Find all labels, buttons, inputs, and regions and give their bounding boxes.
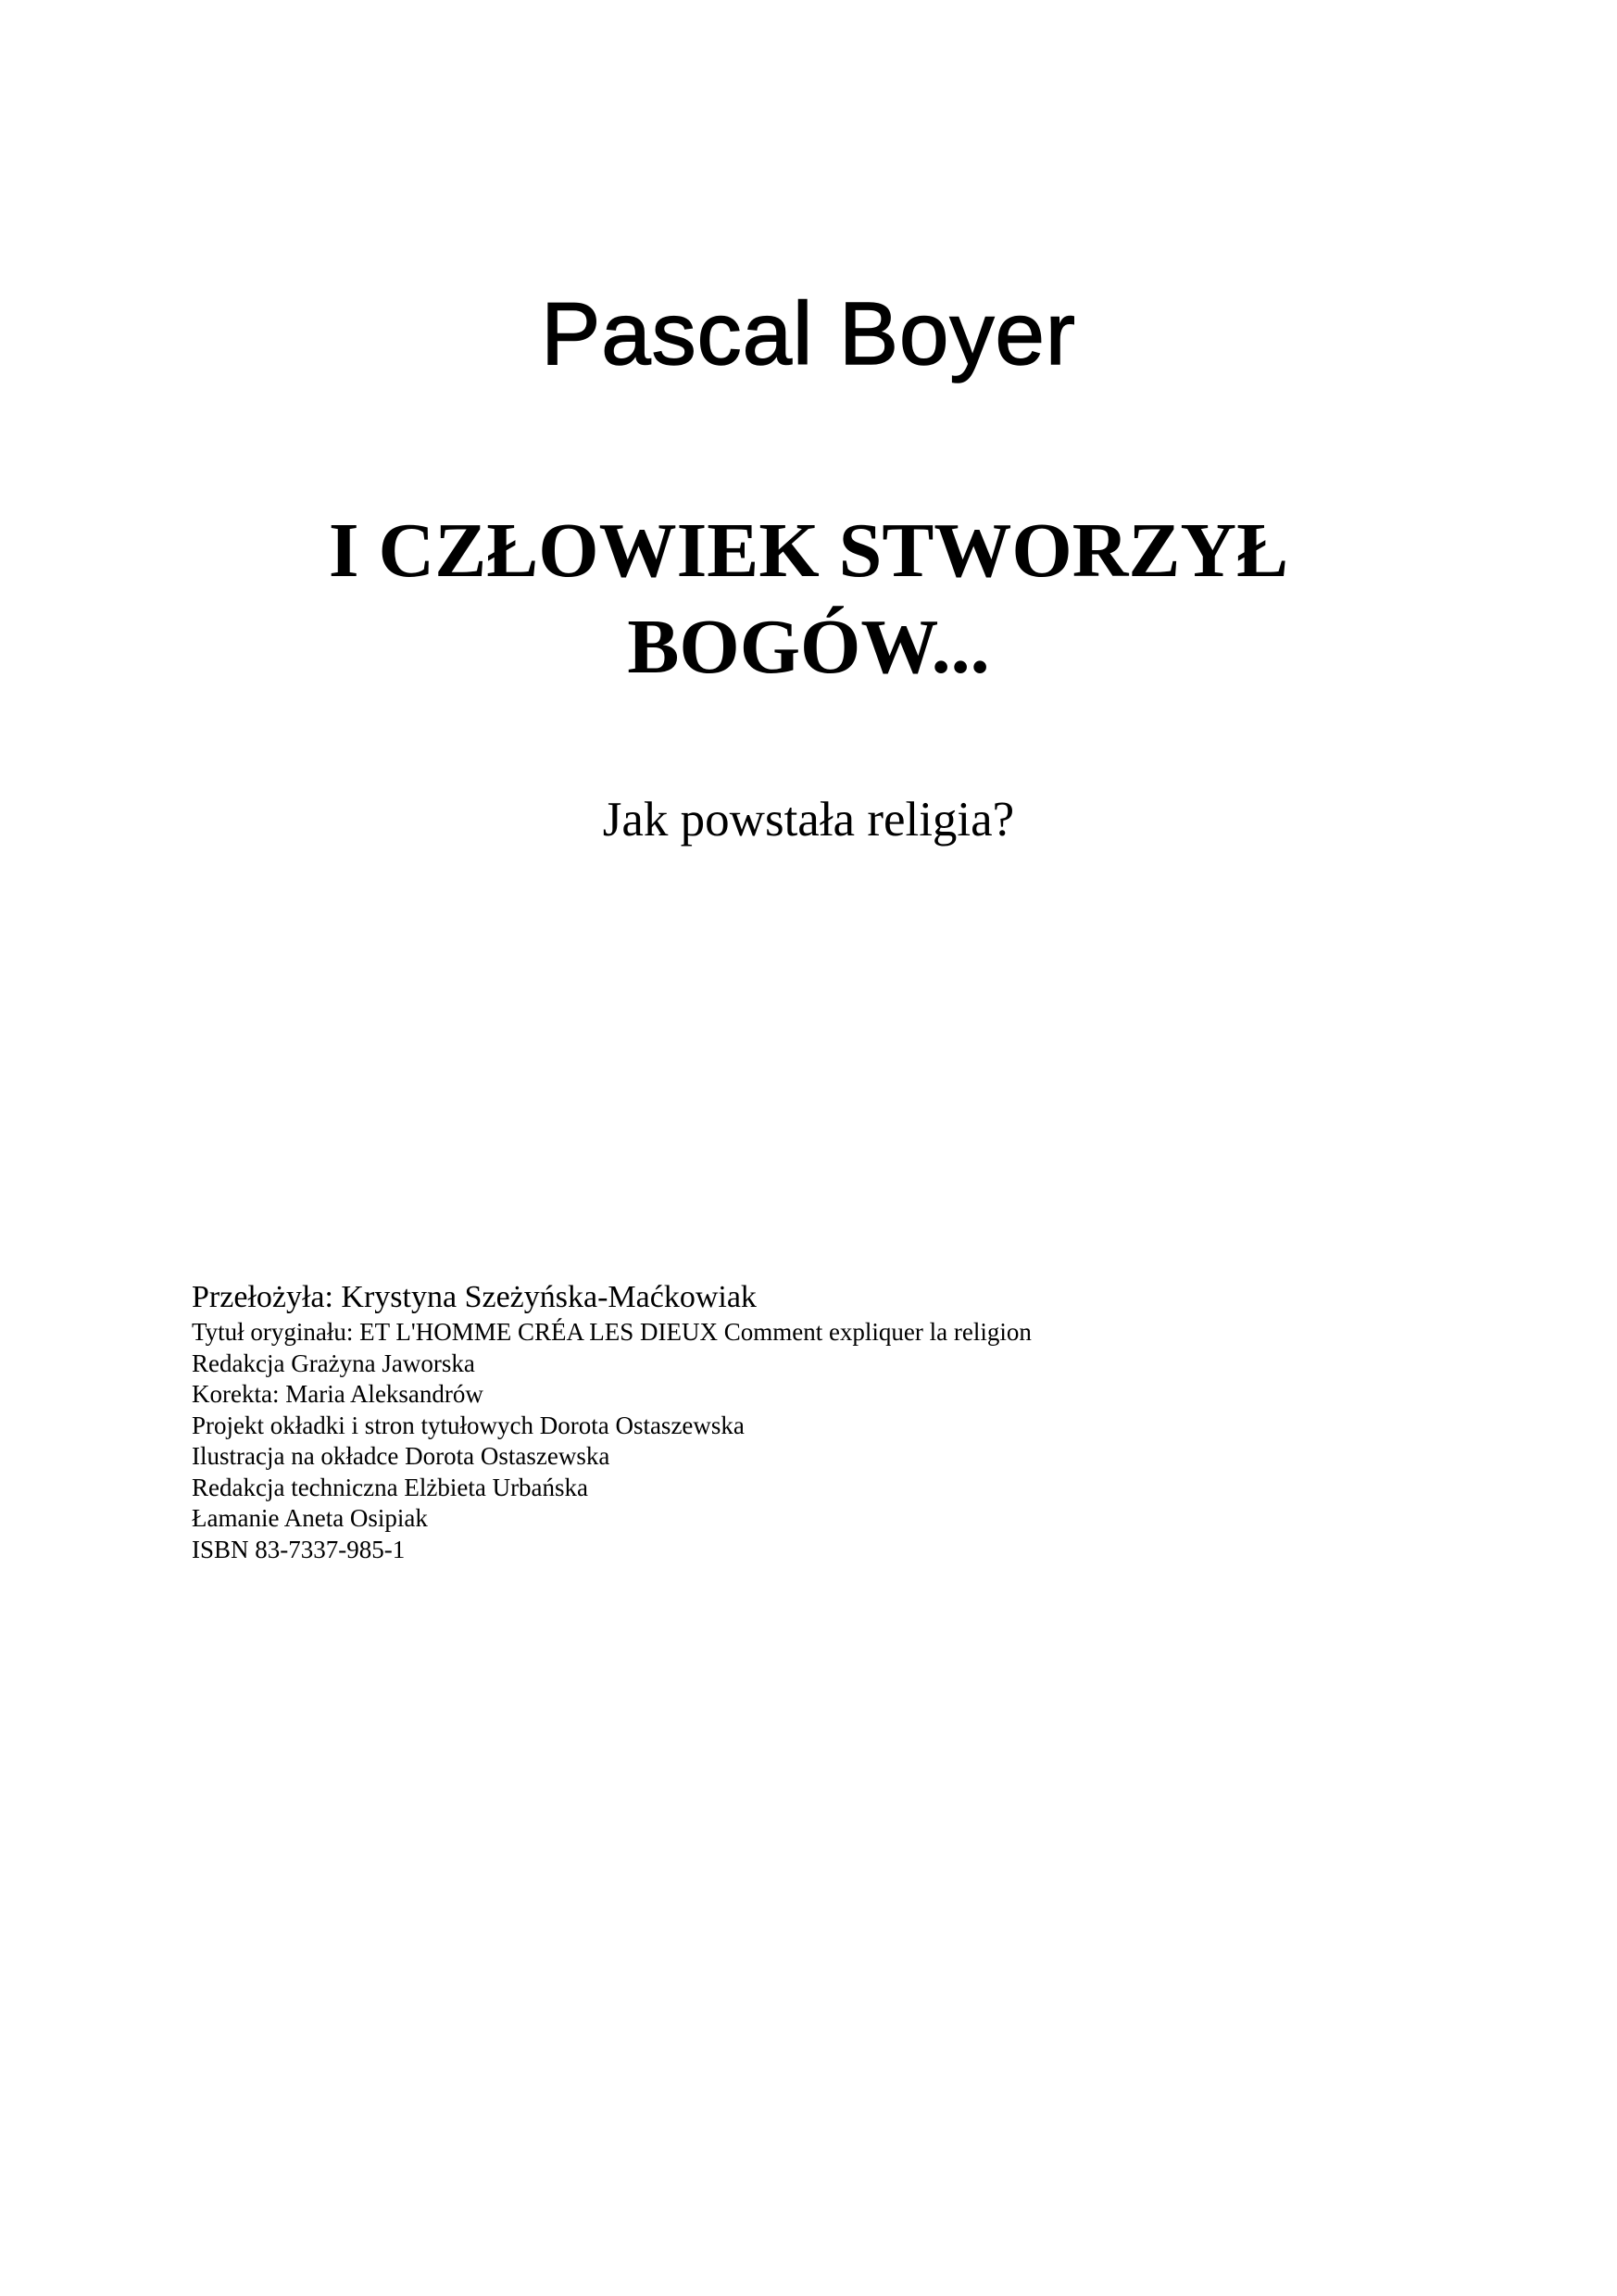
book-subtitle: Jak powstała religia?	[602, 793, 1015, 847]
credit-editor: Redakcja Grażyna Jaworska	[192, 1349, 475, 1377]
credit-cover-design: Projekt okładki i stron tytułowych Dorota Ostaszewska	[192, 1411, 745, 1439]
credit-proofreading: Korekta: Maria Aleksandrów	[192, 1380, 483, 1408]
credits-block	[192, 1278, 1488, 1565]
credit-typesetting: Łamanie Aneta Osipiak	[192, 1504, 428, 1532]
credit-original-title: Tytuł oryginału: ET L'HOMME CRÉA LES DIEUX Comment expliquer la religion	[192, 1318, 1032, 1346]
author-name: Pascal Boyer	[541, 284, 1076, 383]
credit-list	[192, 1317, 1488, 1565]
credit-technical-editor: Redakcja techniczna Elżbieta Urbańska	[192, 1473, 589, 1501]
translator-credit: Przełożyła: Krystyna Szeżyńska-Maćkowiak	[192, 1280, 757, 1314]
book-title	[0, 503, 1617, 696]
book-title-line-2: BOGÓW...	[627, 604, 990, 690]
credit-isbn: ISBN 83-7337-985-1	[192, 1535, 406, 1563]
credit-cover-illustration: Ilustracja na okładce Dorota Ostaszewska	[192, 1442, 610, 1470]
book-title-line-1: I CZŁOWIEK STWORZYŁ	[328, 508, 1289, 594]
